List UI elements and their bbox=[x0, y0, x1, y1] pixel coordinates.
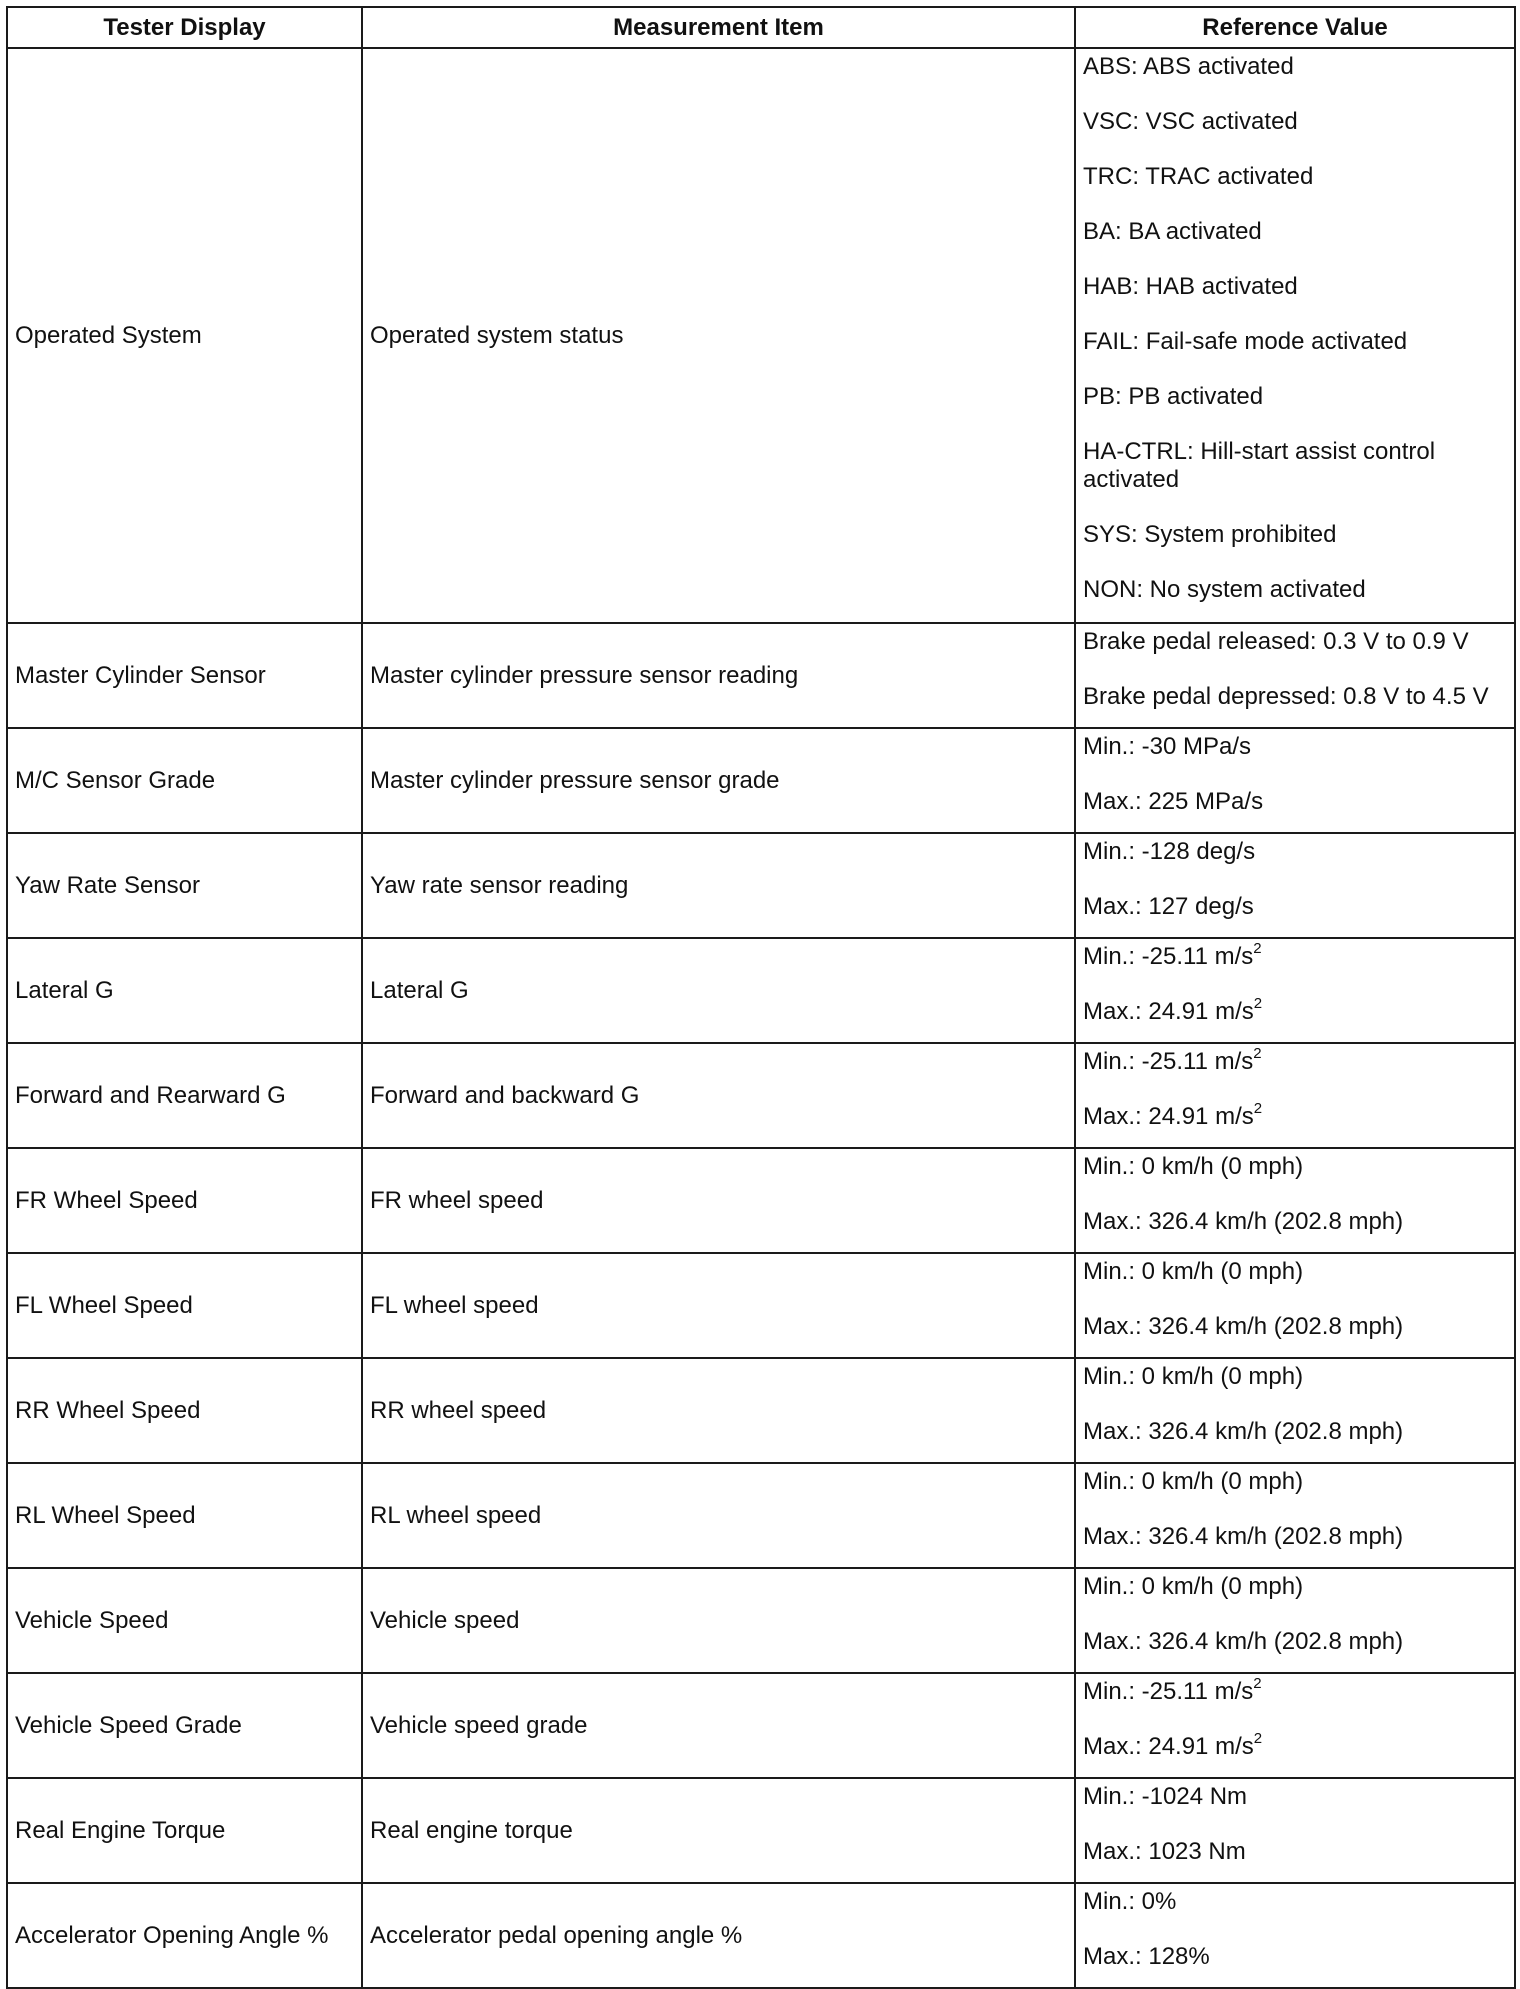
tester-display-cell: FL Wheel Speed bbox=[7, 1253, 362, 1358]
reference-text: Min.: -25.11 m/s bbox=[1083, 943, 1254, 970]
reference-line: Min.: 0 km/h (0 mph) bbox=[1083, 1468, 1304, 1495]
table-row bbox=[7, 1043, 1515, 1148]
tester-display-cell: RR Wheel Speed bbox=[7, 1358, 362, 1463]
table-body bbox=[7, 48, 1515, 1988]
reference-line: NON: No system activated bbox=[1083, 576, 1366, 603]
table-row bbox=[7, 1883, 1515, 1988]
reference-line: VSC: VSC activated bbox=[1083, 108, 1298, 135]
reference-line: Max.: 326.4 km/h (202.8 mph) bbox=[1083, 1418, 1404, 1445]
reference-value-cell bbox=[1075, 1358, 1515, 1463]
reference-line: HA-CTRL: Hill-start assist control activated bbox=[1083, 438, 1436, 493]
reference-line bbox=[1083, 1730, 1507, 1761]
tester-display-cell: Master Cylinder Sensor bbox=[7, 623, 362, 728]
reference-line: Min.: 0 km/h (0 mph) bbox=[1083, 1153, 1304, 1180]
table-row bbox=[7, 1778, 1515, 1883]
measurement-item-cell: Accelerator pedal opening angle % bbox=[362, 1883, 1075, 1988]
reference-line bbox=[1083, 995, 1507, 1026]
reference-value-cell bbox=[1075, 1043, 1515, 1148]
reference-line bbox=[1083, 940, 1507, 971]
header-tester-display: Tester Display bbox=[7, 7, 362, 48]
reference-line: Brake pedal released: 0.3 V to 0.9 V bbox=[1083, 628, 1469, 655]
measurement-item-cell: FR wheel speed bbox=[362, 1148, 1075, 1253]
reference-line: Max.: 128% bbox=[1083, 1943, 1210, 1970]
table-header bbox=[7, 7, 1515, 48]
tester-display-cell: M/C Sensor Grade bbox=[7, 728, 362, 833]
reference-text: Max.: 24.91 m/s bbox=[1083, 1103, 1254, 1130]
table-row bbox=[7, 1673, 1515, 1778]
reference-line: Max.: 1023 Nm bbox=[1083, 1838, 1246, 1865]
tester-display-cell: Real Engine Torque bbox=[7, 1778, 362, 1883]
data-list-table-container bbox=[6, 6, 1514, 1989]
header-reference-value: Reference Value bbox=[1075, 7, 1515, 48]
superscript: 2 bbox=[1253, 940, 1262, 957]
reference-line: Max.: 326.4 km/h (202.8 mph) bbox=[1083, 1313, 1404, 1340]
tester-display-cell: Operated System bbox=[7, 48, 362, 623]
reference-value-cell bbox=[1075, 1778, 1515, 1883]
reference-value-cell bbox=[1075, 1673, 1515, 1778]
reference-value-cell bbox=[1075, 1883, 1515, 1988]
reference-value-cell bbox=[1075, 833, 1515, 938]
reference-line: FAIL: Fail-safe mode activated bbox=[1083, 328, 1408, 355]
reference-line: Min.: 0 km/h (0 mph) bbox=[1083, 1573, 1304, 1600]
tester-display-cell: Vehicle Speed bbox=[7, 1568, 362, 1673]
tester-display-cell: Forward and Rearward G bbox=[7, 1043, 362, 1148]
table-row bbox=[7, 1358, 1515, 1463]
reference-line: SYS: System prohibited bbox=[1083, 521, 1337, 548]
reference-text: Max.: 24.91 m/s bbox=[1083, 998, 1254, 1025]
reference-text: Min.: -25.11 m/s bbox=[1083, 1048, 1254, 1075]
tester-display-cell: Vehicle Speed Grade bbox=[7, 1673, 362, 1778]
measurement-item-cell: Master cylinder pressure sensor reading bbox=[362, 623, 1075, 728]
superscript: 2 bbox=[1253, 1100, 1263, 1117]
reference-line: Min.: 0 km/h (0 mph) bbox=[1083, 1363, 1304, 1390]
reference-value-cell bbox=[1075, 623, 1515, 728]
reference-text: Max.: 24.91 m/s bbox=[1083, 1733, 1254, 1760]
reference-line: Max.: 326.4 km/h (202.8 mph) bbox=[1083, 1523, 1404, 1550]
measurement-item-cell: Lateral G bbox=[362, 938, 1075, 1043]
table-row bbox=[7, 1463, 1515, 1568]
reference-value-cell bbox=[1075, 1253, 1515, 1358]
reference-text: Min.: -25.11 m/s bbox=[1083, 1678, 1254, 1705]
reference-line: Min.: 0 km/h (0 mph) bbox=[1083, 1258, 1304, 1285]
reference-line: Brake pedal depressed: 0.8 V to 4.5 V bbox=[1083, 683, 1489, 710]
reference-value-cell bbox=[1075, 48, 1515, 623]
table-row bbox=[7, 833, 1515, 938]
reference-line: Max.: 326.4 km/h (202.8 mph) bbox=[1083, 1208, 1404, 1235]
measurement-item-cell: RL wheel speed bbox=[362, 1463, 1075, 1568]
reference-value-cell bbox=[1075, 1463, 1515, 1568]
table-row bbox=[7, 48, 1515, 623]
reference-line: ABS: ABS activated bbox=[1083, 53, 1294, 80]
reference-line bbox=[1083, 1675, 1507, 1706]
table-row bbox=[7, 1148, 1515, 1253]
measurement-item-cell: Vehicle speed grade bbox=[362, 1673, 1075, 1778]
measurement-item-cell: FL wheel speed bbox=[362, 1253, 1075, 1358]
table-row bbox=[7, 728, 1515, 833]
table-row bbox=[7, 938, 1515, 1043]
table-row bbox=[7, 623, 1515, 728]
tester-display-cell: FR Wheel Speed bbox=[7, 1148, 362, 1253]
reference-line: HAB: HAB activated bbox=[1083, 273, 1298, 300]
measurement-item-cell: RR wheel speed bbox=[362, 1358, 1075, 1463]
reference-value-cell bbox=[1075, 1568, 1515, 1673]
tester-display-cell: Lateral G bbox=[7, 938, 362, 1043]
reference-line: Max.: 225 MPa/s bbox=[1083, 788, 1264, 815]
reference-line: Max.: 326.4 km/h (202.8 mph) bbox=[1083, 1628, 1404, 1655]
reference-line bbox=[1083, 1100, 1507, 1131]
reference-line: Min.: 0% bbox=[1083, 1888, 1177, 1915]
measurement-item-cell: Forward and backward G bbox=[362, 1043, 1075, 1148]
tester-display-cell: Accelerator Opening Angle % bbox=[7, 1883, 362, 1988]
reference-line bbox=[1083, 1045, 1507, 1076]
measurement-item-cell: Master cylinder pressure sensor grade bbox=[362, 728, 1075, 833]
reference-line: Min.: -1024 Nm bbox=[1083, 1783, 1248, 1810]
reference-line: PB: PB activated bbox=[1083, 383, 1264, 410]
measurement-item-cell: Vehicle speed bbox=[362, 1568, 1075, 1673]
reference-line: Min.: -30 MPa/s bbox=[1083, 733, 1252, 760]
superscript: 2 bbox=[1253, 1675, 1262, 1692]
reference-line: TRC: TRAC activated bbox=[1083, 163, 1314, 190]
table-row bbox=[7, 1568, 1515, 1673]
tester-display-cell: RL Wheel Speed bbox=[7, 1463, 362, 1568]
tester-display-cell: Yaw Rate Sensor bbox=[7, 833, 362, 938]
reference-line: Min.: -128 deg/s bbox=[1083, 838, 1256, 865]
superscript: 2 bbox=[1253, 1730, 1263, 1747]
header-row bbox=[7, 7, 1515, 48]
superscript: 2 bbox=[1253, 995, 1263, 1012]
table-row bbox=[7, 1253, 1515, 1358]
reference-line: Max.: 127 deg/s bbox=[1083, 893, 1254, 920]
measurement-item-cell: Operated system status bbox=[362, 48, 1075, 623]
data-list-table bbox=[6, 6, 1516, 1989]
reference-value-cell bbox=[1075, 1148, 1515, 1253]
measurement-item-cell: Yaw rate sensor reading bbox=[362, 833, 1075, 938]
reference-value-cell bbox=[1075, 728, 1515, 833]
superscript: 2 bbox=[1253, 1045, 1262, 1062]
header-measurement-item: Measurement Item bbox=[362, 7, 1075, 48]
measurement-item-cell: Real engine torque bbox=[362, 1778, 1075, 1883]
reference-line: BA: BA activated bbox=[1083, 218, 1262, 245]
reference-value-cell bbox=[1075, 938, 1515, 1043]
